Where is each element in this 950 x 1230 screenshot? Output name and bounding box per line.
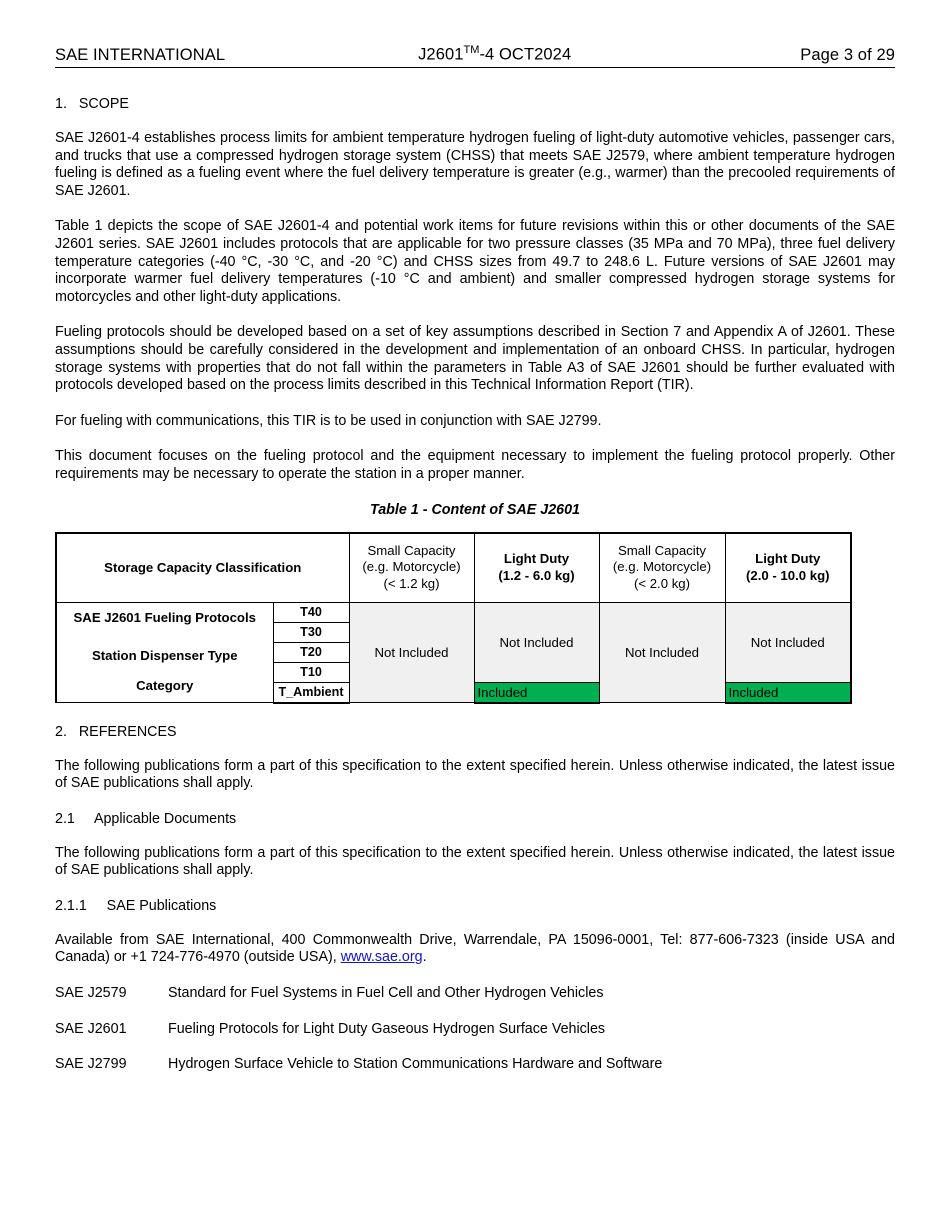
row-label-group	[56, 602, 273, 703]
header-col-2	[474, 533, 599, 603]
header-col-3-line2: (e.g. Motorcycle)	[612, 559, 712, 575]
header-col-4	[725, 533, 851, 603]
header-col-1-line2: (e.g. Motorcycle)	[362, 559, 461, 575]
scope-paragraph-2: Table 1 depicts the scope of SAE J2601-4 and potential work items for future revisions within this or other documents of the SAE J2601 series. SAE J2601 includes protocols that are applicable for two pressure classes (35 MPa and 70 MPa), three fuel delivery temperature categories (-40 °C, -30 °C, and -20 °C) and CHSS sizes from 49.7 to 248.6 L. Future versions of SAE J2601 may incorporate warmer fuel delivery temperatures (-10 °C and ambient) and smaller compressed hydrogen storage systems for motorcycles and other light-duty applications.	[55, 218, 895, 305]
document-header	[55, 44, 895, 65]
header-page-number: Page 3 of 29	[800, 45, 895, 64]
header-col-2-line1: Light Duty	[503, 551, 570, 566]
cell-col2-t-ambient: Included	[474, 682, 599, 703]
reference-item	[55, 1056, 895, 1074]
reference-code: SAE J2601	[55, 1020, 127, 1037]
header-doc-suffix: -4 OCT2024	[479, 45, 572, 64]
cell-col2-t40-t10: Not Included	[474, 602, 599, 682]
header-col-3-line1: Small Capacity	[618, 542, 706, 558]
table-header-row	[56, 533, 851, 603]
reference-title: Fueling Protocols for Light Duty Gaseous Hydrogen Surface Vehicles	[168, 1020, 606, 1037]
scope-paragraph-4: For fueling with communications, this TIR is to be used in conjunction with SAE J2799.	[55, 412, 602, 429]
scope-paragraph-3: Fueling protocols should be developed based on a set of key assumptions described in Section 7 and Appendix A of J2601. These assumptions should be carefully considered in the development and implementation of an onboard CHSS. In particular, hydrogen storage systems with properties that do not fall within the parameters in Table A3 of SAE J2601 should be further evaluated with protocols developed based on the process limits described in this Technical Information Report (TIR).	[55, 324, 895, 394]
protocol-code-t20: T20	[273, 642, 349, 662]
header-classification: Storage Capacity Classification	[56, 533, 349, 603]
scope-paragraph-5: This document focuses on the fueling protocol and the equipment necessary to implement the fueling protocol properly. Other requirements may be necessary to operate the station in a proper manner.	[55, 448, 895, 482]
table-1	[55, 532, 852, 704]
cell-col3-all: Not Included	[599, 602, 725, 703]
reference-code: SAE J2799	[55, 1056, 127, 1073]
header-divider	[55, 67, 895, 68]
cell-col4-t-ambient: Included	[725, 682, 851, 703]
row-label-spacer	[63, 633, 267, 641]
scope-paragraph-1: SAE J2601-4 establishes process limits for ambient temperature hydrogen fueling of light-duty automotive vehicles, passenger cars, and trucks that use a compressed hydrogen storage system (CHSS) that meets SAE J2579, where ambient temperature hydrogen fueling is defined as a fueling event where the fuel delivery temperature is greater (e.g., warmer) than the precooled requirements of SAE J2601.	[55, 130, 895, 199]
sae-website-link[interactable]: www.sae.org	[340, 949, 423, 966]
cell-col1-all: Not Included	[349, 602, 474, 703]
header-doc-prefix: J2601	[418, 45, 464, 64]
trademark-icon: TM	[463, 44, 480, 56]
availability-text: Available from SAE International, 400 Commonwealth Drive, Warrendale, PA 15096-0001, Tel: 877-606-7323 (inside USA and Canada) or +1 724-776-4970 (outside USA),	[55, 931, 895, 966]
header-col-1-line1: Small Capacity	[367, 542, 456, 558]
header-organization: SAE INTERNATIONAL	[55, 45, 226, 64]
applicable-documents-paragraph: The following publications form a part of this specification to the extent specified herein. Unless otherwise indicated, the latest issue of SAE publications shall apply.	[55, 844, 895, 879]
header-document-id	[418, 44, 571, 65]
header-col-2-line2: (1.2 - 6.0 kg)	[498, 567, 575, 583]
section-heading-references: 2. REFERENCES	[55, 723, 177, 740]
header-col-1-line3: (< 1.2 kg)	[383, 575, 440, 591]
section-heading-sae-publications: 2.1.1 SAE Publications	[55, 897, 217, 914]
table-1-container	[55, 532, 895, 704]
protocol-code-t-ambient: T_Ambient	[273, 682, 349, 703]
protocol-code-t30: T30	[273, 622, 349, 642]
cell-col4-t40-t10: Not Included	[725, 602, 851, 682]
references-paragraph-1: The following publications form a part of this specification to the extent specified herein. Unless otherwise indicated, the latest issue of SAE publications shall apply.	[55, 757, 895, 792]
header-col-3-line3: (< 2.0 kg)	[633, 575, 691, 591]
header-col-1	[349, 533, 474, 603]
protocol-code-t10: T10	[273, 662, 349, 682]
section-heading-scope: 1. SCOPE	[55, 96, 129, 112]
availability-period: .	[422, 949, 427, 966]
table-row-t40	[56, 602, 851, 622]
table-1-title: Table 1 - Content of SAE J2601	[370, 501, 580, 518]
reference-code: SAE J2579	[55, 985, 127, 1002]
availability-paragraph	[55, 932, 895, 967]
protocol-code-t40: T40	[273, 602, 349, 622]
reference-item	[55, 985, 895, 1003]
reference-title: Hydrogen Surface Vehicle to Station Communications Hardware and Software	[168, 1056, 663, 1073]
section-heading-applicable-documents: 2.1 Applicable Documents	[55, 810, 237, 827]
row-label-protocols: SAE J2601 Fueling Protocols	[73, 610, 256, 626]
header-col-3	[599, 533, 725, 603]
document-body	[55, 96, 895, 1092]
header-col-4-line1: Light Duty	[755, 551, 821, 566]
row-label-dispenser: Station Dispenser Type Category	[91, 648, 238, 694]
reference-title: Standard for Fuel Systems in Fuel Cell and Other Hydrogen Vehicles	[168, 985, 604, 1002]
reference-list	[55, 985, 895, 1074]
reference-item	[55, 1021, 895, 1039]
header-col-4-line2: (2.0 - 10.0 kg)	[745, 567, 830, 583]
